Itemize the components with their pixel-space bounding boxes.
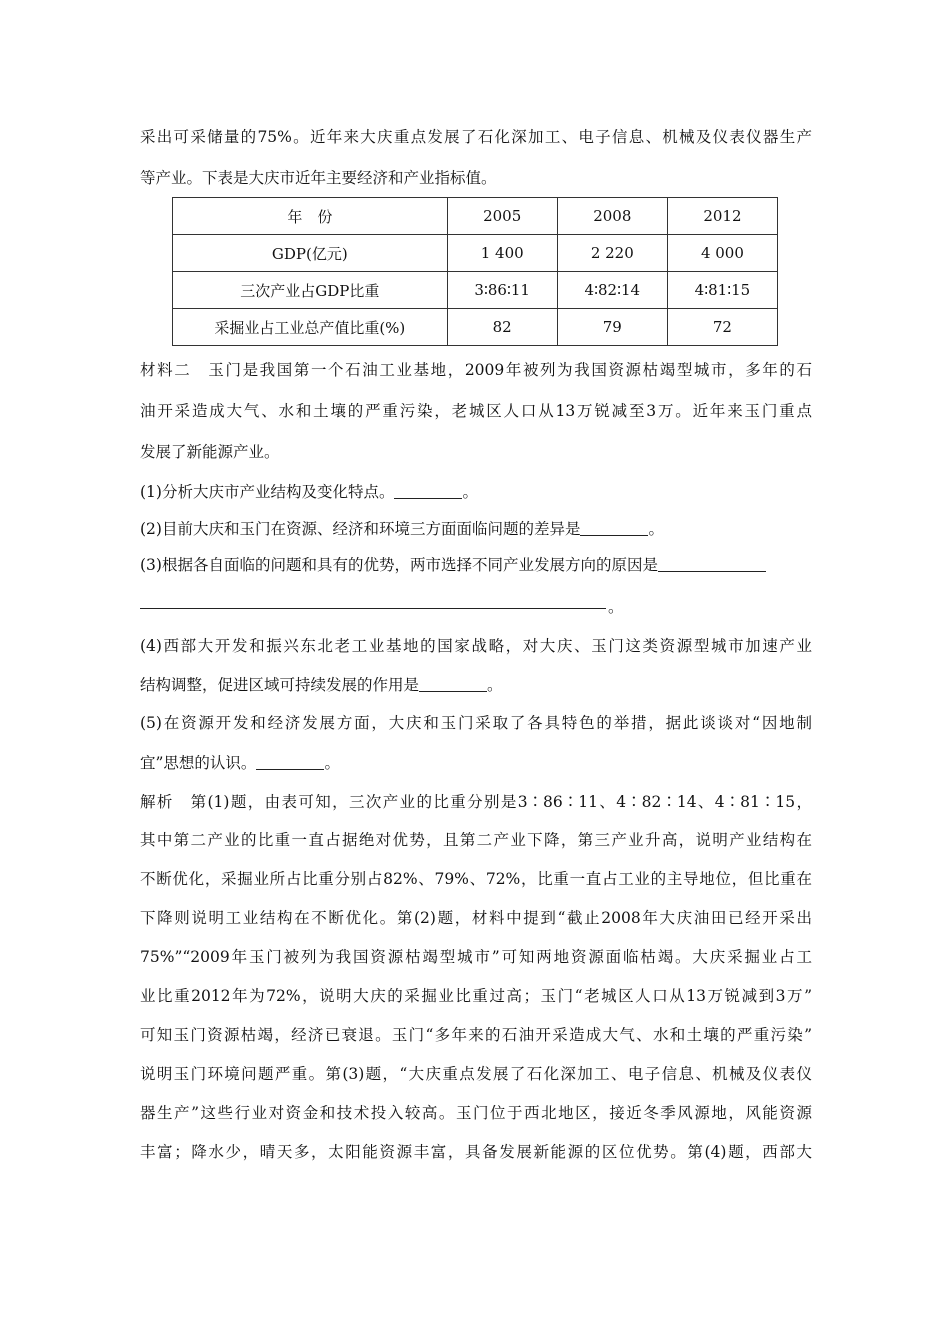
table-cell: 采掘业占工业总产值比重(%) <box>173 309 448 346</box>
question-4-line-2 <box>140 674 812 696</box>
question-4-line-1: (4)西部大开发和振兴东北老工业基地的国家战略，对大庆、玉门这类资源型城市加速产业 <box>140 637 812 655</box>
answer-blank <box>580 520 648 536</box>
table-cell: 82 <box>447 309 557 346</box>
table-header-cell: 2005 <box>447 198 557 235</box>
table-header-cell: 2012 <box>667 198 777 235</box>
analysis-line: 不断优化，采掘业所占比重分别占82%、79%、72%，比重一直占工业的主导地位，但比重在 <box>140 870 812 888</box>
analysis-line: 业比重2012年为72%，说明大庆的采掘业比重过高；玉门“老城区人口从13万锐减到3万” <box>140 987 812 1005</box>
table-row <box>173 272 778 309</box>
question-3 <box>140 554 812 576</box>
question-5-text: 宜”思想的认识。 <box>140 754 257 772</box>
question-2-text: (2)目前大庆和玉门在资源、经济和环境三方面面临问题的差异是 <box>140 520 581 538</box>
intro-line-2: 等产业。下表是大庆市近年主要经济和产业指标值。 <box>140 169 497 187</box>
question-3-end: 。 <box>608 598 624 616</box>
material2-line-1: 材料二 玉门是我国第一个石油工业基地，2009年被列为我国资源枯竭型城市，多年的石 <box>140 361 812 379</box>
analysis-line: 丰富；降水少，晴天多，太阳能资源丰富，具备发展新能源的区位优势。第(4)题，西部大 <box>140 1143 812 1161</box>
question-2 <box>140 518 812 540</box>
analysis-line: 其中第二产业的比重一直占据绝对优势，且第二产业下降，第三产业升高，说明产业结构在 <box>140 831 812 849</box>
analysis-line: 说明玉门环境问题严重。第(3)题，“大庆重点发展了石化深加工、电子信息、机械及仪表仪 <box>140 1065 812 1083</box>
table-cell: GDP(亿元) <box>173 235 448 272</box>
table-cell: 72 <box>667 309 777 346</box>
answer-blank <box>419 676 487 692</box>
analysis-line: 可知玉门资源枯竭，经济已衰退。玉门“多年来的石油开采造成大气、水和土壤的严重污染” <box>140 1026 812 1044</box>
table-header-row <box>173 198 778 235</box>
table-header-cell: 年 份 <box>173 198 448 235</box>
material2-line-3: 发展了新能源产业。 <box>140 443 280 461</box>
table-cell: 1 400 <box>447 235 557 272</box>
intro-line-1: 采出可采储量的75%。近年来大庆重点发展了石化深加工、电子信息、机械及仪表仪器生产 <box>140 128 812 146</box>
question-1-text: (1)分析大庆市产业结构及变化特点。 <box>140 483 395 501</box>
indicator-table <box>172 197 778 346</box>
table-row <box>173 309 778 346</box>
table-cell: 4 000 <box>667 235 777 272</box>
question-1-end: 。 <box>462 483 478 501</box>
answer-blank <box>658 556 766 572</box>
analysis-line: 75%”“2009年玉门被列为我国资源枯竭型城市”可知两地资源面临枯竭。大庆采掘业占工 <box>140 948 812 966</box>
material2-line-2: 油开采造成大气、水和土壤的严重污染，老城区人口从13万锐减至3万。近年来玉门重点 <box>140 402 812 420</box>
table-cell: 3∶86∶11 <box>447 272 557 309</box>
answer-blank <box>256 754 324 770</box>
table-cell: 2 220 <box>557 235 667 272</box>
question-3-text: (3)根据各自面临的问题和具有的优势，两市选择不同产业发展方向的原因是 <box>140 556 658 574</box>
answer-blank <box>394 483 462 499</box>
question-5-line-1: (5)在资源开发和经济发展方面，大庆和玉门采取了各具特色的举措，据此谈谈对“因地制 <box>140 714 812 732</box>
question-1 <box>140 481 812 503</box>
question-2-end: 。 <box>648 520 664 538</box>
question-4-end: 。 <box>487 676 503 694</box>
analysis-line: 器生产”这些行业对资金和技术投入较高。玉门位于西北地区，接近冬季风源地，风能资源 <box>140 1104 812 1122</box>
answer-blank-line <box>140 608 606 609</box>
analysis-line: 下降则说明工业结构在不断优化。第(2)题，材料中提到“截止2008年大庆油田已经开采出 <box>140 909 812 927</box>
analysis-line: 解析 第(1)题，由表可知，三次产业的比重分别是3∶86∶11、4∶82∶14、4∶81∶15， <box>140 793 812 811</box>
table-cell: 79 <box>557 309 667 346</box>
table-header-cell: 2008 <box>557 198 667 235</box>
table-cell: 三次产业占GDP比重 <box>173 272 448 309</box>
question-4-text: 结构调整，促进区域可持续发展的作用是 <box>140 676 420 694</box>
table-cell: 4∶82∶14 <box>557 272 667 309</box>
table-cell: 4∶81∶15 <box>667 272 777 309</box>
table-row <box>173 235 778 272</box>
question-5-end: 。 <box>324 754 340 772</box>
question-5-line-2 <box>140 752 812 774</box>
